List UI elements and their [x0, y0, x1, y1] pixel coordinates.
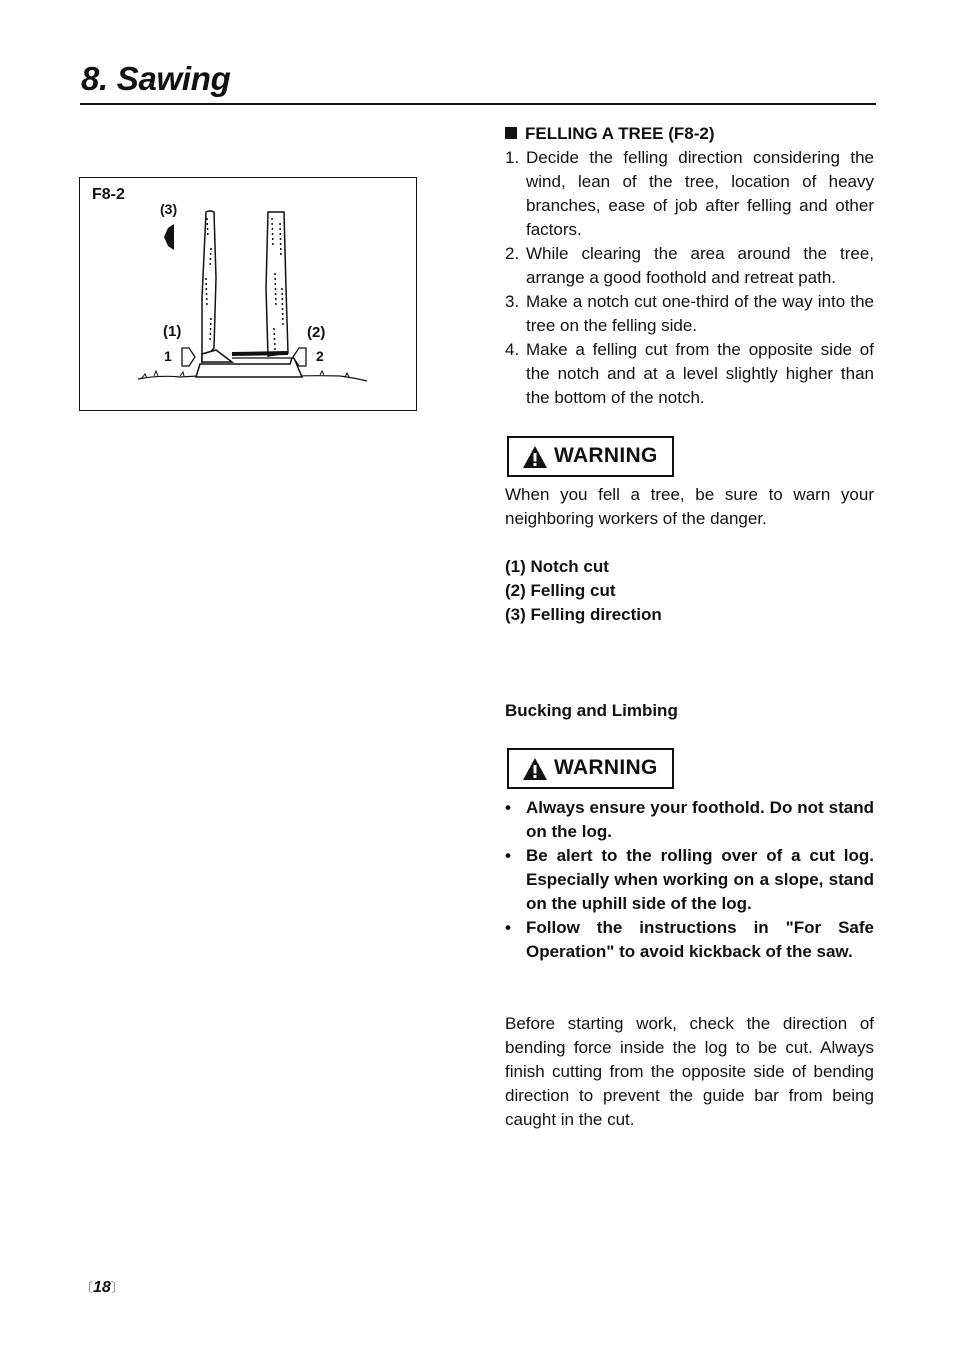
step-text: Decide the felling direction considering the wind, lean of the tree, location of heavy branches, ease of job after felling and other factors.: [526, 148, 874, 239]
warning-box-bucking: [507, 748, 674, 789]
list-item: [505, 916, 874, 964]
legend-item: (2) Felling cut: [505, 581, 616, 600]
list-item: [505, 290, 874, 338]
legend-item: (1) Notch cut: [505, 557, 609, 576]
trunk-upper-right: [266, 212, 288, 356]
warning-label: WARNING: [554, 756, 658, 779]
list-item: [505, 338, 874, 410]
warning-label: WARNING: [554, 444, 658, 467]
bullet-dot-icon: •: [505, 918, 511, 937]
bullet-dot-icon: •: [505, 846, 511, 865]
legend-item: (3) Felling direction: [505, 605, 662, 624]
bucking-heading: Bucking and Limbing: [505, 701, 678, 720]
notch-cut-arrow: [182, 348, 195, 366]
tree-felling-illustration: [80, 178, 418, 412]
figure-id: F8-2: [92, 186, 125, 203]
figure-f8-2: [79, 177, 417, 411]
felling-cut-line: [232, 353, 288, 354]
list-item: [505, 844, 874, 916]
felling-heading: [505, 122, 715, 146]
step-text: Make a notch cut one-third of the way into the tree on the felling side.: [526, 292, 874, 335]
bucking-bullets: [505, 796, 874, 964]
step-number: 2.: [505, 244, 520, 263]
warning-text-felling: When you fell a tree, be sure to warn your neighboring workers of the danger.: [505, 485, 874, 528]
step-number: 1.: [505, 148, 520, 167]
bracket-left: 〔: [80, 1280, 94, 1295]
step-number: 4.: [505, 340, 520, 359]
felling-direction-arrow: [164, 224, 174, 250]
label-direction: (3): [160, 201, 178, 217]
page-number: [80, 1277, 124, 1297]
warning-triangle-icon: [522, 757, 548, 781]
bullet-dot-icon: •: [505, 798, 511, 817]
trunk-upper-left: [202, 211, 216, 362]
label-felling: (2): [307, 324, 326, 341]
warning-box-felling: [507, 436, 674, 477]
label-one: 1: [164, 348, 172, 364]
warning-triangle-icon: [522, 445, 548, 469]
list-item: [505, 146, 874, 242]
title-rule: [80, 103, 876, 105]
step-text: Make a felling cut from the opposite side of the notch and at a level slightly higher than the bottom of the notch.: [526, 340, 874, 407]
step-number: 3.: [505, 292, 520, 311]
step-text: While clearing the area around the tree, arrange a good foothold and retreat path.: [526, 244, 874, 287]
felling-heading-text: FELLING A TREE (F8-2): [525, 124, 715, 143]
felling-steps: [505, 146, 874, 410]
page-title: 8. Sawing: [81, 60, 231, 97]
bullet-text: Always ensure your foothold. Do not stand on the log.: [526, 798, 874, 841]
figure-legend: [505, 555, 874, 627]
label-notch: (1): [163, 323, 182, 340]
list-item: [505, 242, 874, 290]
label-two: 2: [316, 348, 324, 364]
square-bullet-icon: [505, 127, 517, 139]
bracket-right: 〕: [110, 1280, 124, 1295]
page-number-value: 18: [93, 1279, 111, 1296]
bullet-text: Be alert to the rolling over of a cut log. Especially when working on a slope, stand on the uphill side of the log.: [526, 846, 874, 913]
bucking-paragraph: Before starting work, check the direction of bending force inside the log to be cut. Always finish cutting from the opposite side of bending direction to prevent the guide bar from being caught in the cut.: [505, 1014, 874, 1129]
bullet-text: Follow the instructions in "For Safe Operation" to avoid kickback of the saw.: [526, 918, 874, 961]
list-item: [505, 796, 874, 844]
